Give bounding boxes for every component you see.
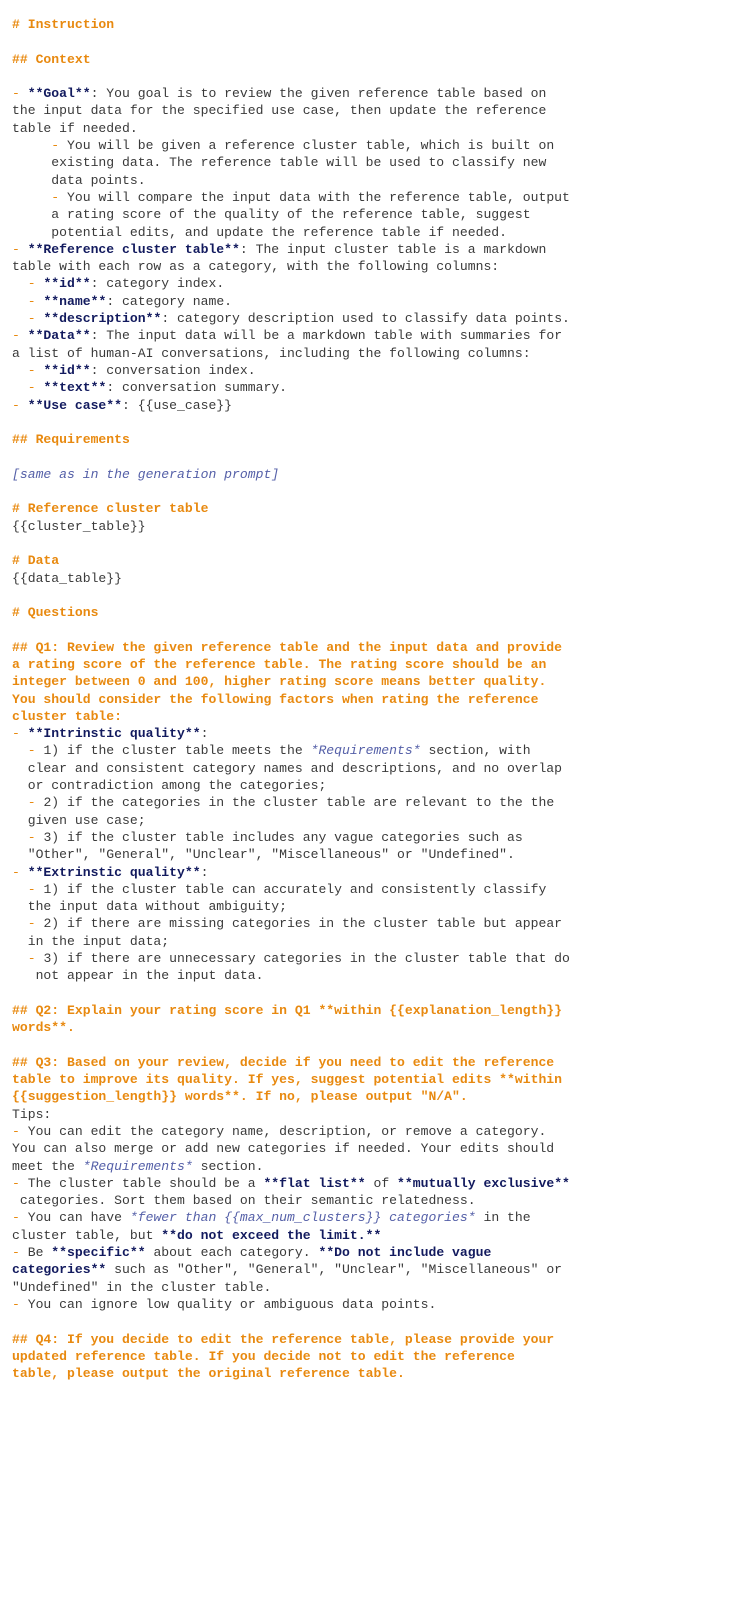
text-segment: - [12,241,28,257]
document-line [12,431,742,448]
text-segment: - [12,1175,28,1191]
text-segment: You should consider the following factors when rating the reference [12,691,539,707]
text-segment: You will be given a reference cluster table, which is built on [67,138,555,154]
text-segment: - [12,86,28,102]
text-segment: a list of human-AI conversations, including the following columns: [12,345,531,361]
text-segment: clear and consistent category names and descriptions, and no overlap [12,760,563,776]
document-line [12,258,742,275]
text-segment: cluster table: [12,708,123,724]
text-segment: : The input data will be a markdown table with summaries for [90,328,563,344]
text-segment: **id** [43,276,91,292]
document-line [12,864,742,881]
document-line [12,552,742,569]
text-segment: {{data_table}} [12,570,123,586]
blank-line [12,33,742,50]
text-segment: *Requirements* [310,743,421,759]
document-line [12,673,742,690]
text-segment: # Data [12,553,60,569]
document-line [12,1140,742,1157]
text-segment: data points. [12,172,146,188]
text-segment: - [12,795,44,811]
text-segment: - [12,311,44,327]
text-segment: **do not exceed the limit.** [161,1227,382,1243]
text-segment: # Instruction [12,17,115,32]
document-line [12,518,742,535]
document-line [12,172,742,189]
text-segment: Tips: [12,1106,52,1122]
document-line [12,898,742,915]
document-line [12,362,742,379]
blank-line [12,68,742,85]
text-segment: table if needed. [12,120,138,136]
document-line [12,1348,742,1365]
text-segment: given use case; [12,812,146,828]
document-line [12,1054,742,1071]
text-segment: categories** [12,1262,107,1278]
text-segment: ## Context [12,51,91,67]
text-segment: - [12,829,44,845]
text-segment: - [12,726,28,742]
text-segment: existing data. The reference table will be used to classify new [12,155,547,171]
text-segment: # Reference cluster table [12,501,209,517]
document-line [12,206,742,223]
document-line [12,708,742,725]
document-line [12,466,742,483]
text-segment: - [12,397,28,413]
text-segment: in the [475,1210,531,1226]
text-segment: 3) if there are unnecessary categories in the cluster table that do [43,951,570,967]
text-segment: **Goal** [27,86,91,102]
blank-line [12,414,742,431]
text-segment: **Do not include vague [318,1245,492,1261]
text-segment: 1) if the cluster table meets the [43,743,311,759]
document-line [12,967,742,984]
text-segment: - [12,1296,28,1312]
text-segment: : [200,864,209,880]
text-segment: "Other", "General", "Unclear", "Miscellaneous" or "Undefined". [12,847,515,863]
text-segment: *fewer than {{max_num_clusters}} categories* [129,1210,476,1226]
document-line [12,51,742,68]
text-segment: - [12,1124,28,1139]
text-segment: - [12,276,44,292]
document-line [12,656,742,673]
text-segment: integer between 0 and 100, higher rating score means better quality. [12,674,547,690]
document-line [12,1088,742,1105]
text-segment: : conversation summary. [106,380,288,396]
text-segment: - [12,328,28,344]
text-segment: **description** [43,311,162,327]
text-segment: : The input cluster table is a markdown [239,241,547,257]
text-segment: the input data for the specified use case, then update the reference [12,103,547,119]
text-segment: **Data** [27,328,91,344]
text-segment: the input data without ambiguity; [12,899,288,915]
text-segment: - [12,881,44,897]
blank-line [12,621,742,638]
blank-line [12,448,742,465]
text-segment: : category index. [90,276,225,292]
text-segment: You will compare the input data with the reference table, output [67,189,570,205]
document-line [12,1227,742,1244]
document-line [12,275,742,292]
text-segment: such as "Other", "General", "Unclear", "Miscellaneous" or [106,1262,563,1278]
text-segment: Be [27,1245,52,1261]
text-segment: : category name. [106,293,233,309]
text-segment: : conversation index. [90,362,256,378]
text-segment: categories. Sort them based on their semantic relatedness. [12,1193,476,1209]
text-segment: [same as in the generation prompt] [12,466,280,482]
document-line [12,293,742,310]
document-line [12,639,742,656]
document-line [12,915,742,932]
document-line [12,16,742,33]
text-segment: - [12,362,44,378]
text-segment: **Reference cluster table** [27,241,240,257]
blank-line [12,985,742,1002]
document-line [12,846,742,863]
document-line [12,1019,742,1036]
text-segment: - [12,138,68,154]
document-line [12,812,742,829]
blank-line [12,535,742,552]
text-segment: ## Q3: Based on your review, decide if you need to edit the reference [12,1054,555,1070]
text-segment: **Intrinstic quality** [27,726,201,742]
document-line [12,570,742,587]
document-line [12,1365,742,1382]
document-line [12,1123,742,1140]
document-line [12,1071,742,1088]
blank-line [12,587,742,604]
text-segment: 2) if the categories in the cluster table are relevant to the the [43,795,555,811]
text-segment: 3) if the cluster table includes any vague categories such as [43,829,523,845]
text-segment: ## Q4: If you decide to edit the reference table, please provide your [12,1331,555,1347]
text-segment: - [12,293,44,309]
text-segment: {{suggestion_length}} words**. If no, please output "N/A". [12,1089,468,1105]
text-segment: **Use case** [27,397,123,413]
text-segment: in the input data; [12,933,170,949]
document-line [12,1192,742,1209]
document-line [12,933,742,950]
text-segment: section, with [420,743,531,759]
document-line [12,241,742,258]
text-segment: **specific** [51,1245,146,1261]
document-line [12,829,742,846]
document-line [12,1244,742,1261]
text-segment: 1) if the cluster table can accurately and consistently classify [43,881,547,897]
blank-line [12,1313,742,1330]
text-segment: updated reference table. If you decide not to edit the reference [12,1348,515,1364]
text-segment: meet the [12,1158,83,1174]
text-segment: or contradiction among the categories; [12,778,327,794]
document-line [12,742,742,759]
text-segment: table with each row as a category, with the following columns: [12,259,500,275]
text-segment: **name** [43,293,107,309]
text-segment: **text** [43,380,107,396]
text-segment: about each category. [145,1245,319,1261]
blank-line [12,1037,742,1054]
document-line [12,327,742,344]
document-line [12,1158,742,1175]
text-segment: "Undefined" in the cluster table. [12,1279,272,1295]
text-segment: You can edit the category name, description, or remove a category. [27,1124,547,1139]
document-line [12,1296,742,1313]
text-segment: of [365,1175,398,1191]
document-line [12,397,742,414]
text-segment: - [12,743,44,759]
document-line [12,777,742,794]
document-line [12,950,742,967]
text-segment: The cluster table should be a [27,1175,264,1191]
document-line [12,794,742,811]
document-line [12,604,742,621]
document-line [12,379,742,396]
document-line [12,691,742,708]
document-line [12,224,742,241]
text-segment: not appear in the input data. [12,968,264,984]
text-segment: - [12,380,44,396]
text-segment: : {{use_case}} [122,397,233,413]
text-segment: table, please output the original reference table. [12,1366,405,1382]
document-line [12,1002,742,1019]
document-line [12,137,742,154]
text-segment: **mutually exclusive** [397,1175,570,1191]
document-line [12,102,742,119]
text-segment: section. [192,1158,264,1174]
text-segment: # Questions [12,605,99,621]
text-segment: words**. [12,1020,75,1036]
document-line [12,310,742,327]
text-segment: 2) if there are missing categories in the cluster table but appear [43,916,563,932]
text-segment: **flat list** [263,1175,366,1191]
document-line [12,760,742,777]
text-segment: *Requirements* [82,1158,193,1174]
text-segment: You can also merge or add new categories if needed. Your edits should [12,1141,555,1157]
prompt-document [12,16,742,1382]
document-line [12,1209,742,1226]
text-segment: cluster table, but [12,1227,162,1243]
blank-line [12,483,742,500]
text-segment: **id** [43,362,91,378]
text-segment: - [12,1210,28,1226]
text-segment: - [12,916,44,932]
document-line [12,189,742,206]
document-line [12,500,742,517]
text-segment: a rating score of the quality of the reference table, suggest [12,207,531,223]
text-segment: - [12,951,44,967]
text-segment: {{cluster_table}} [12,518,146,534]
document-line [12,1279,742,1296]
text-segment: You can have [27,1210,130,1226]
text-segment: table to improve its quality. If yes, suggest potential edits **within [12,1072,563,1088]
document-line [12,1331,742,1348]
text-segment: : You goal is to review the given reference table based on [90,86,547,102]
document-line [12,1106,742,1123]
text-segment: - [12,864,28,880]
document-line [12,120,742,137]
document-line [12,881,742,898]
text-segment: ## Q1: Review the given reference table and the input data and provide [12,639,563,655]
text-segment: potential edits, and update the reference table if needed. [12,224,508,240]
document-line [12,1261,742,1278]
text-segment: : category description used to classify data points. [161,311,570,327]
document-line [12,1175,742,1192]
text-segment: - [12,1245,28,1261]
text-segment: ## Requirements [12,432,130,448]
text-segment: : [200,726,209,742]
text-segment: - [12,189,68,205]
text-segment: a rating score of the reference table. The rating score should be an [12,656,547,672]
text-segment: **Extrinstic quality** [27,864,201,880]
document-line [12,85,742,102]
document-line [12,725,742,742]
text-segment: You can ignore low quality or ambiguous data points. [27,1296,437,1312]
document-line [12,345,742,362]
text-segment: ## Q2: Explain your rating score in Q1 **within {{explanation_length}} [12,1002,563,1018]
document-line [12,154,742,171]
